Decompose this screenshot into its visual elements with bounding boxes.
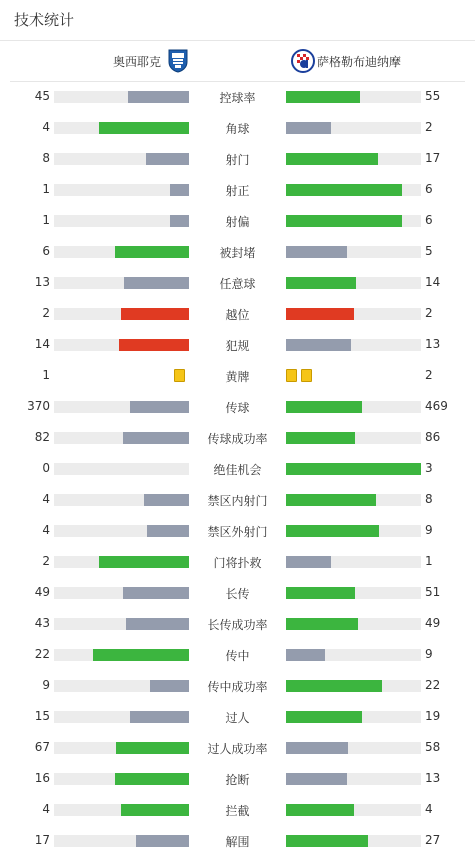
home-stat-bar bbox=[54, 680, 189, 692]
stat-row bbox=[0, 639, 475, 670]
home-yellow-cards bbox=[174, 369, 189, 383]
home-stat-value: 370 bbox=[27, 399, 50, 413]
away-stat-bar-fill bbox=[286, 711, 362, 723]
home-stat-bar bbox=[54, 463, 189, 475]
home-stat-bar-fill bbox=[170, 215, 189, 227]
away-stat-bar-fill bbox=[286, 618, 358, 630]
home-stat-bar-fill bbox=[130, 711, 189, 723]
stat-label: 越位 bbox=[225, 308, 250, 322]
home-stat-bar-fill bbox=[123, 587, 189, 599]
home-stat-bar bbox=[54, 91, 189, 103]
away-stat-value: 5 bbox=[425, 244, 433, 258]
home-stat-value: 45 bbox=[34, 89, 50, 103]
home-stat-bar bbox=[54, 773, 189, 785]
stats-list bbox=[0, 81, 475, 856]
away-stat-bar-fill bbox=[286, 835, 368, 847]
stat-label: 门将扑救 bbox=[213, 556, 262, 570]
home-stat-bar-fill bbox=[115, 246, 189, 258]
home-stat-value: 1 bbox=[42, 213, 50, 227]
stat-row bbox=[0, 112, 475, 143]
stat-row bbox=[0, 515, 475, 546]
away-stat-bar-fill bbox=[286, 91, 360, 103]
home-stat-bar-fill bbox=[144, 494, 189, 506]
away-stat-bar-fill bbox=[286, 804, 354, 816]
home-stat-bar bbox=[54, 401, 189, 413]
away-team-name: 萨格勒布迪纳摩 bbox=[317, 54, 402, 69]
home-stat-bar-fill bbox=[119, 339, 189, 351]
stat-label: 过人成功率 bbox=[207, 742, 268, 756]
away-stat-value: 4 bbox=[425, 802, 433, 816]
yellow-card-icon bbox=[286, 369, 297, 382]
away-stat-bar bbox=[286, 401, 421, 413]
home-stat-value: 9 bbox=[42, 678, 50, 692]
home-stat-bar bbox=[54, 804, 189, 816]
stat-row bbox=[0, 391, 475, 422]
home-stat-bar bbox=[54, 742, 189, 754]
away-stat-bar-fill bbox=[286, 525, 379, 537]
away-stat-value: 13 bbox=[425, 337, 441, 351]
stat-label: 绝佳机会 bbox=[213, 463, 262, 477]
away-stat-bar bbox=[286, 463, 421, 475]
stat-row bbox=[0, 825, 475, 856]
home-stat-bar-fill bbox=[128, 91, 189, 103]
away-stat-bar-fill bbox=[286, 463, 421, 475]
home-stat-value: 0 bbox=[42, 461, 50, 475]
away-stat-value: 86 bbox=[425, 430, 441, 444]
home-stat-value: 16 bbox=[34, 771, 50, 785]
home-stat-bar-fill bbox=[126, 618, 189, 630]
home-stat-bar bbox=[54, 277, 189, 289]
away-team[interactable] bbox=[291, 41, 401, 81]
stat-row bbox=[0, 143, 475, 174]
away-stat-bar bbox=[286, 122, 421, 134]
away-stat-bar bbox=[286, 246, 421, 258]
stat-row bbox=[0, 422, 475, 453]
away-stat-bar-fill bbox=[286, 494, 376, 506]
away-stat-bar-fill bbox=[286, 339, 351, 351]
away-stat-bar bbox=[286, 91, 421, 103]
away-stat-bar bbox=[286, 618, 421, 630]
home-stat-value: 43 bbox=[34, 616, 50, 630]
stat-row bbox=[0, 732, 475, 763]
home-stat-bar-fill bbox=[170, 184, 189, 196]
home-stat-bar bbox=[54, 432, 189, 444]
away-stat-bar-fill bbox=[286, 308, 354, 320]
home-stat-bar bbox=[54, 835, 189, 847]
home-stat-bar-fill bbox=[99, 556, 189, 568]
home-stat-value: 4 bbox=[42, 120, 50, 134]
yellow-card-icon bbox=[301, 369, 312, 382]
away-stat-bar-fill bbox=[286, 277, 356, 289]
home-stat-bar-fill bbox=[130, 401, 189, 413]
stat-row bbox=[0, 484, 475, 515]
away-stat-bar bbox=[286, 742, 421, 754]
home-stat-bar-fill bbox=[99, 122, 189, 134]
away-stat-bar-fill bbox=[286, 215, 402, 227]
away-stat-bar-fill bbox=[286, 556, 331, 568]
stat-row bbox=[0, 577, 475, 608]
home-stat-bar bbox=[54, 525, 189, 537]
away-stat-value: 49 bbox=[425, 616, 441, 630]
home-stat-value: 14 bbox=[34, 337, 50, 351]
away-stat-value: 22 bbox=[425, 678, 441, 692]
stat-label: 控球率 bbox=[219, 91, 256, 105]
away-stat-value: 2 bbox=[425, 306, 433, 320]
stat-label: 传球成功率 bbox=[207, 432, 268, 446]
away-stat-bar bbox=[286, 494, 421, 506]
home-stat-bar bbox=[54, 308, 189, 320]
away-stat-bar-fill bbox=[286, 122, 331, 134]
stat-row bbox=[0, 236, 475, 267]
stat-row bbox=[0, 267, 475, 298]
home-stat-value: 4 bbox=[42, 802, 50, 816]
stat-label: 拦截 bbox=[225, 804, 250, 818]
home-team[interactable] bbox=[113, 41, 189, 81]
stat-label: 传中 bbox=[225, 649, 250, 663]
stat-label: 传球 bbox=[225, 401, 250, 415]
home-stat-value: 17 bbox=[34, 833, 50, 847]
home-stat-bar-fill bbox=[116, 742, 189, 754]
home-stat-value: 1 bbox=[42, 182, 50, 196]
stat-row bbox=[0, 81, 475, 112]
away-stat-value: 1 bbox=[425, 554, 433, 568]
home-stat-value: 1 bbox=[42, 368, 50, 382]
away-stat-value: 6 bbox=[425, 182, 433, 196]
home-stat-value: 2 bbox=[42, 306, 50, 320]
stat-label: 射门 bbox=[225, 153, 250, 167]
away-stat-bar bbox=[286, 277, 421, 289]
away-stat-bar bbox=[286, 711, 421, 723]
away-stat-value: 14 bbox=[425, 275, 441, 289]
away-stat-value: 9 bbox=[425, 647, 433, 661]
away-stat-bar bbox=[286, 556, 421, 568]
stat-label: 射正 bbox=[225, 184, 250, 198]
away-stat-value: 17 bbox=[425, 151, 441, 165]
home-stat-value: 2 bbox=[42, 554, 50, 568]
away-stat-bar-fill bbox=[286, 246, 347, 258]
home-stat-bar-fill bbox=[124, 277, 189, 289]
away-stat-value: 6 bbox=[425, 213, 433, 227]
stat-row bbox=[0, 329, 475, 360]
away-stat-bar-fill bbox=[286, 432, 355, 444]
yellow-card-icon bbox=[174, 369, 185, 382]
away-stat-value: 469 bbox=[425, 399, 448, 413]
stat-row bbox=[0, 174, 475, 205]
away-stat-bar bbox=[286, 649, 421, 661]
stat-row bbox=[0, 794, 475, 825]
away-stat-bar-fill bbox=[286, 184, 402, 196]
stat-row bbox=[0, 763, 475, 794]
home-stat-value: 4 bbox=[42, 523, 50, 537]
away-stat-bar bbox=[286, 680, 421, 692]
home-stat-bar bbox=[54, 153, 189, 165]
home-stat-bar-fill bbox=[146, 153, 189, 165]
stat-row bbox=[0, 546, 475, 577]
away-stat-bar bbox=[286, 339, 421, 351]
away-stat-bar-fill bbox=[286, 742, 348, 754]
osijek-crest-icon bbox=[167, 49, 189, 73]
stat-label: 解围 bbox=[225, 835, 250, 849]
home-stat-bar-fill bbox=[121, 804, 189, 816]
stat-label: 射偏 bbox=[225, 215, 250, 229]
stat-row bbox=[0, 701, 475, 732]
home-stat-bar bbox=[54, 122, 189, 134]
home-stat-value: 6 bbox=[42, 244, 50, 258]
away-stat-bar bbox=[286, 525, 421, 537]
stat-label: 禁区内射门 bbox=[207, 494, 268, 508]
home-stat-value: 8 bbox=[42, 151, 50, 165]
stat-label: 禁区外射门 bbox=[207, 525, 268, 539]
home-stat-value: 4 bbox=[42, 492, 50, 506]
away-yellow-cards bbox=[286, 369, 316, 383]
away-stat-bar bbox=[286, 587, 421, 599]
home-stat-bar bbox=[54, 556, 189, 568]
away-stat-bar bbox=[286, 804, 421, 816]
away-stat-value: 27 bbox=[425, 833, 441, 847]
home-stat-bar-fill bbox=[93, 649, 189, 661]
home-stat-bar bbox=[54, 494, 189, 506]
away-stat-bar bbox=[286, 432, 421, 444]
away-stat-value: 2 bbox=[425, 120, 433, 134]
home-stat-bar bbox=[54, 184, 189, 196]
stat-label: 被封堵 bbox=[219, 246, 256, 260]
stat-label: 长传成功率 bbox=[207, 618, 268, 632]
home-stat-value: 15 bbox=[34, 709, 50, 723]
home-stat-value: 49 bbox=[34, 585, 50, 599]
away-stat-value: 8 bbox=[425, 492, 433, 506]
stat-row bbox=[0, 360, 475, 391]
away-stat-value: 3 bbox=[425, 461, 433, 475]
stat-label: 抢断 bbox=[225, 773, 250, 787]
away-stat-bar bbox=[286, 773, 421, 785]
stat-label: 角球 bbox=[225, 122, 250, 136]
stat-row bbox=[0, 205, 475, 236]
away-stat-value: 9 bbox=[425, 523, 433, 537]
away-stat-value: 13 bbox=[425, 771, 441, 785]
teams-header bbox=[10, 41, 465, 82]
home-team-name: 奥西耶克 bbox=[113, 54, 162, 69]
home-stat-value: 67 bbox=[34, 740, 50, 754]
stat-row bbox=[0, 608, 475, 639]
stat-label: 任意球 bbox=[219, 277, 256, 291]
away-stat-bar bbox=[286, 308, 421, 320]
away-stat-bar-fill bbox=[286, 587, 355, 599]
stat-row bbox=[0, 670, 475, 701]
home-stat-bar bbox=[54, 711, 189, 723]
away-stat-value: 55 bbox=[425, 89, 441, 103]
dinamo-zagreb-crest-icon bbox=[291, 49, 313, 73]
home-stat-value: 13 bbox=[34, 275, 50, 289]
away-stat-value: 58 bbox=[425, 740, 441, 754]
home-stat-bar bbox=[54, 649, 189, 661]
stat-row bbox=[0, 298, 475, 329]
away-stat-bar-fill bbox=[286, 680, 382, 692]
stat-row bbox=[0, 453, 475, 484]
home-stat-bar-fill bbox=[147, 525, 189, 537]
stat-label: 过人 bbox=[225, 711, 250, 725]
home-stat-bar-fill bbox=[115, 773, 189, 785]
home-stat-value: 82 bbox=[34, 430, 50, 444]
away-stat-bar bbox=[286, 153, 421, 165]
stat-label: 长传 bbox=[225, 587, 250, 601]
home-stat-bar-fill bbox=[121, 308, 189, 320]
away-stat-bar bbox=[286, 184, 421, 196]
away-stat-bar bbox=[286, 835, 421, 847]
home-stat-value: 22 bbox=[34, 647, 50, 661]
away-stat-bar bbox=[286, 215, 421, 227]
stat-label: 犯规 bbox=[225, 339, 250, 353]
home-stat-bar-fill bbox=[123, 432, 189, 444]
away-stat-bar-fill bbox=[286, 773, 347, 785]
page-title: 技术统计 bbox=[0, 0, 475, 41]
home-stat-bar-fill bbox=[136, 835, 189, 847]
home-stat-bar-fill bbox=[150, 680, 189, 692]
stat-label: 传中成功率 bbox=[207, 680, 268, 694]
away-stat-bar-fill bbox=[286, 401, 362, 413]
home-stat-bar bbox=[54, 587, 189, 599]
home-stat-bar bbox=[54, 339, 189, 351]
home-stat-bar bbox=[54, 246, 189, 258]
home-stat-bar bbox=[54, 618, 189, 630]
away-stat-value: 51 bbox=[425, 585, 441, 599]
away-stat-bar-fill bbox=[286, 649, 325, 661]
away-stat-value: 19 bbox=[425, 709, 441, 723]
stat-label: 黄牌 bbox=[225, 370, 250, 384]
away-stat-bar-fill bbox=[286, 153, 378, 165]
away-stat-value: 2 bbox=[425, 368, 433, 382]
home-stat-bar bbox=[54, 215, 189, 227]
